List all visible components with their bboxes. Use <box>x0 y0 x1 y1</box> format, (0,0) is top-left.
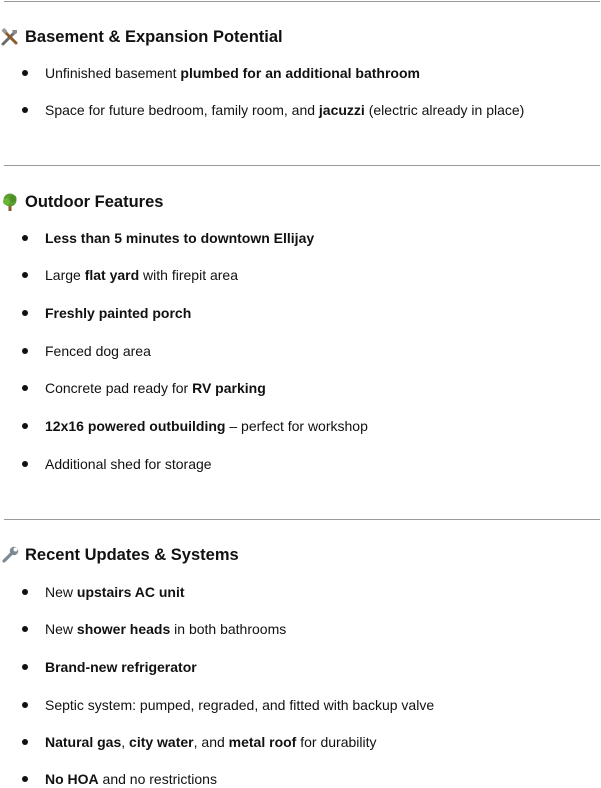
list-item-text: 12x16 powered outbuilding – perfect for workshop <box>45 418 368 434</box>
bullet <box>22 626 28 632</box>
list-item-text: Natural gas, city water, and metal roof for durability <box>45 734 377 750</box>
bullet <box>22 664 28 670</box>
list-item-text: No HOA and no restrictions <box>45 771 217 787</box>
list-item-text: Concrete pad ready for RV parking <box>45 380 266 396</box>
wrench-icon <box>0 545 20 565</box>
list-item-text: New upstairs AC unit <box>45 584 185 600</box>
section-title: Outdoor Features <box>25 193 164 211</box>
tree-icon <box>0 192 20 212</box>
bullet <box>22 702 28 708</box>
bullet <box>22 348 28 354</box>
list-item-text: Freshly painted porch <box>45 305 192 321</box>
list-item-text: Less than 5 minutes to downtown Ellijay <box>45 230 315 246</box>
section-title: Basement & Expansion Potential <box>25 28 283 46</box>
bullet <box>22 589 28 595</box>
section-heading-outdoor <box>0 192 163 212</box>
bullet <box>22 70 28 76</box>
bullet <box>22 235 28 241</box>
bullet <box>22 272 28 278</box>
list-item-text: Brand-new refrigerator <box>45 659 197 675</box>
list-item-text: Space for future bedroom, family room, and jacuzzi (electric already in place) <box>45 102 525 118</box>
divider <box>4 519 600 520</box>
bullet <box>22 739 28 745</box>
bullet <box>22 776 28 782</box>
section-heading-updates <box>0 545 239 565</box>
tools-icon <box>0 27 20 47</box>
list-item-text: Additional shed for storage <box>45 456 212 472</box>
divider <box>4 165 600 166</box>
section-title: Recent Updates & Systems <box>25 546 239 564</box>
bullet <box>22 310 28 316</box>
list-item-text: New shower heads in both bathrooms <box>45 621 287 637</box>
divider-top <box>4 1 600 2</box>
list-item-text: Unfinished basement plumbed for an additional bathroom <box>45 65 420 81</box>
list-item-text: Septic system: pumped, regraded, and fitted with backup valve <box>45 697 435 713</box>
bullet <box>22 107 28 113</box>
section-heading-basement <box>0 27 283 47</box>
bullet <box>22 385 28 391</box>
list-item-text: Fenced dog area <box>45 343 151 359</box>
bullet <box>22 461 28 467</box>
bullet <box>22 423 28 429</box>
list-item-text: Large flat yard with firepit area <box>45 267 238 283</box>
